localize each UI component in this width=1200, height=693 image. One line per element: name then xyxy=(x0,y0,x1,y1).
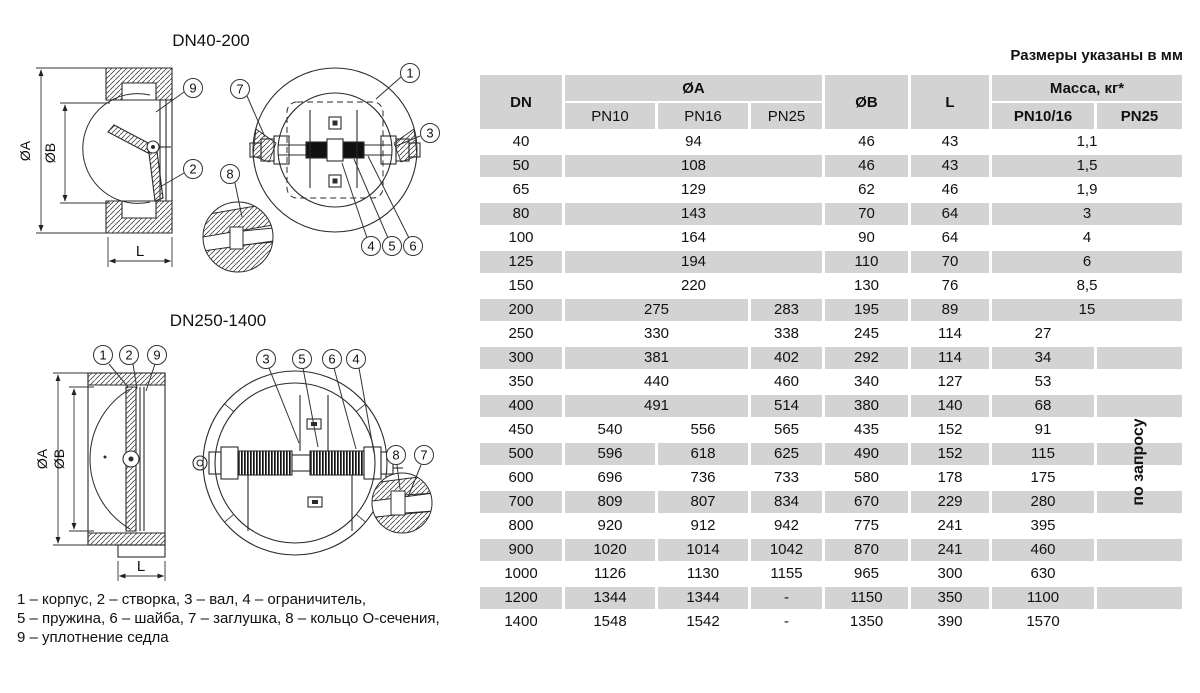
cell-diameter-b: 46 xyxy=(825,155,908,177)
table-row xyxy=(480,395,1182,417)
table-row xyxy=(480,515,1182,537)
cell-length: 127 xyxy=(937,373,963,390)
cell-diameter-a: 381 xyxy=(565,347,748,369)
cell-length: 152 xyxy=(911,443,989,465)
eye-bolt xyxy=(193,456,207,470)
cell-mass xyxy=(1097,371,1182,393)
table-row xyxy=(480,443,1182,465)
lever xyxy=(108,125,152,153)
col-header-mass: Масса, кг* xyxy=(992,75,1182,101)
cell-dn: 450 xyxy=(508,421,534,438)
col-header-pn10: PN10 xyxy=(565,103,655,129)
cell-diameter-a: 194 xyxy=(565,251,822,273)
side-view-dn250 xyxy=(88,373,165,557)
cell-dn: 125 xyxy=(480,251,562,273)
diagram-dn40-200 xyxy=(10,55,460,305)
dim-label-l1: L xyxy=(135,243,145,260)
svg-text:8: 8 xyxy=(226,166,234,182)
legend-line-1: 1 – корпус, 2 – створка, 3 – вал, 4 – ограничитель, xyxy=(17,591,367,608)
cell-dn: 500 xyxy=(480,443,562,465)
cell-dn: 800 xyxy=(508,517,534,534)
cell-mass: 1,9 xyxy=(1076,181,1098,198)
cell-mass: 115 xyxy=(992,443,1094,465)
cell-diameter-a: 440 xyxy=(643,373,670,390)
cell-mass xyxy=(1097,323,1182,345)
cell-diameter-a: 596 xyxy=(565,443,655,465)
front-view-dn250 xyxy=(193,371,403,555)
cell-length: 390 xyxy=(937,613,963,630)
table-row xyxy=(480,347,1182,369)
svg-text:8: 8 xyxy=(392,447,400,463)
cell-diameter-a: 942 xyxy=(773,517,800,534)
cell-mass: 395 xyxy=(1030,517,1056,534)
cell-mass xyxy=(1097,611,1182,633)
svg-text:5: 5 xyxy=(298,351,306,367)
table-row xyxy=(480,299,1182,321)
dim-label-da2: ØA xyxy=(34,448,50,470)
dim-label-l2: L xyxy=(136,558,146,575)
cell-diameter-a: 143 xyxy=(565,203,822,225)
cell-mass xyxy=(1097,515,1182,537)
cell-diameter-a: 809 xyxy=(565,491,655,513)
cell-diameter-a: 807 xyxy=(658,491,748,513)
col-header-a: ØA xyxy=(565,75,822,101)
cell-length: 350 xyxy=(911,587,989,609)
front-view-dn40 xyxy=(250,65,420,232)
oring-detail-d2 xyxy=(372,473,434,535)
cell-diameter-b: 70 xyxy=(825,203,908,225)
cell-diameter-a: 1542 xyxy=(686,613,720,630)
cell-diameter-a: 912 xyxy=(690,517,716,534)
table-header xyxy=(480,75,1182,129)
table-row xyxy=(480,155,1182,177)
cell-dn: 50 xyxy=(480,155,562,177)
table-row xyxy=(480,611,1182,633)
cell-diameter-a: - xyxy=(784,613,789,630)
cell-mass xyxy=(1097,587,1182,609)
cell-length: 178 xyxy=(937,469,963,486)
cell-diameter-a: 618 xyxy=(658,443,748,465)
cell-diameter-b: 130 xyxy=(853,277,880,294)
cell-mass: 175 xyxy=(1030,469,1056,486)
cell-diameter-a: 402 xyxy=(751,347,822,369)
callout-1 xyxy=(376,64,420,100)
cell-diameter-a: 625 xyxy=(751,443,822,465)
cell-diameter-b: 292 xyxy=(825,347,908,369)
cell-dn: 900 xyxy=(480,539,562,561)
table-row xyxy=(480,563,1182,585)
cell-length: 140 xyxy=(911,395,989,417)
cell-diameter-b: 1150 xyxy=(825,587,908,609)
cell-mass: 6 xyxy=(992,251,1182,273)
spring2-left xyxy=(238,451,292,475)
legend-line-2: 5 – пружина, 6 – шайба, 7 – заглушка, 8 – кольцо О-сечения, xyxy=(17,610,440,627)
svg-text:2: 2 xyxy=(125,347,133,363)
cell-length: 89 xyxy=(911,299,989,321)
cell-dn: 400 xyxy=(480,395,562,417)
cell-mass: 91 xyxy=(1034,421,1052,438)
cell-length: 70 xyxy=(911,251,989,273)
spring-right xyxy=(342,142,364,158)
cell-diameter-a: 94 xyxy=(685,133,702,150)
cell-length: 43 xyxy=(941,133,959,150)
svg-text:7: 7 xyxy=(420,447,428,463)
cell-dn: 1400 xyxy=(504,613,538,630)
cell-diameter-a: 220 xyxy=(680,277,707,294)
disc-plate xyxy=(149,151,163,201)
cell-diameter-b: 1350 xyxy=(849,613,884,630)
cell-mass: 280 xyxy=(992,491,1094,513)
dim-label-da1: ØA xyxy=(17,140,33,162)
cell-diameter-a: 1344 xyxy=(658,587,748,609)
table-row xyxy=(480,323,1182,345)
dim-label-db2: ØB xyxy=(51,448,67,470)
cell-diameter-b: 46 xyxy=(858,133,875,150)
cell-mass: 15 xyxy=(992,299,1182,321)
cell-mass: 1,1 xyxy=(1076,133,1098,150)
cell-diameter-a: 1130 xyxy=(686,565,720,582)
cell-diameter-a: 736 xyxy=(690,469,716,486)
cell-diameter-a: 330 xyxy=(643,325,670,342)
cell-diameter-a: 1126 xyxy=(593,565,627,582)
col-header-mass-pn1016: PN10/16 xyxy=(992,103,1094,129)
cell-mass xyxy=(1097,539,1182,561)
cell-diameter-a: 275 xyxy=(565,299,748,321)
cell-diameter-b: 380 xyxy=(825,395,908,417)
cell-mass: 68 xyxy=(992,395,1094,417)
svg-text:9: 9 xyxy=(153,347,161,363)
cell-diameter-a: 108 xyxy=(565,155,822,177)
cell-dn: 1000 xyxy=(504,565,538,582)
diagram2-title: DN250-1400 xyxy=(169,311,267,330)
cell-diameter-a: 920 xyxy=(597,517,623,534)
cell-diameter-a: 1155 xyxy=(770,565,803,582)
dim-label-db1: ØB xyxy=(42,142,58,164)
parts-legend xyxy=(17,590,440,647)
cell-diameter-a: 540 xyxy=(597,421,623,438)
spring-left xyxy=(306,142,328,158)
table-row xyxy=(480,371,1182,393)
table-row xyxy=(480,275,1182,297)
cell-dn: 200 xyxy=(480,299,562,321)
cell-dn: 300 xyxy=(480,347,562,369)
cell-length: 64 xyxy=(911,203,989,225)
cell-diameter-a: 565 xyxy=(773,421,800,438)
table-row xyxy=(480,419,1182,441)
cell-mass: 1570 xyxy=(1026,613,1060,630)
cell-diameter-b: 670 xyxy=(825,491,908,513)
cell-diameter-b: 965 xyxy=(853,565,880,582)
cell-diameter-a: 1020 xyxy=(565,539,655,561)
table-body xyxy=(480,131,1182,633)
cell-mass: 53 xyxy=(1034,373,1052,390)
svg-text:4: 4 xyxy=(367,238,375,254)
cell-length: 43 xyxy=(911,155,989,177)
cell-dn: 100 xyxy=(508,229,534,246)
diagram-dn250-1400 xyxy=(10,335,460,585)
table-row xyxy=(480,131,1182,153)
cell-diameter-b: 195 xyxy=(825,299,908,321)
cell-diameter-b: 110 xyxy=(825,251,908,273)
cell-diameter-a: - xyxy=(751,587,822,609)
cell-mass xyxy=(1097,563,1182,585)
cell-mass: 4 xyxy=(1082,229,1092,246)
diagram1-title: DN40-200 xyxy=(172,31,250,50)
cell-dn: 1200 xyxy=(480,587,562,609)
cell-dn: 250 xyxy=(508,325,534,342)
svg-text:1: 1 xyxy=(99,347,107,363)
col-header-dn: DN xyxy=(480,75,562,129)
cell-diameter-b: 775 xyxy=(853,517,880,534)
callout-7 xyxy=(231,80,266,138)
on-request-label: по запросу xyxy=(1130,418,1147,506)
cell-dn: 80 xyxy=(480,203,562,225)
svg-text:3: 3 xyxy=(262,351,270,367)
cell-length: 241 xyxy=(937,517,963,534)
cell-diameter-b: 245 xyxy=(853,325,880,342)
callout2-3 xyxy=(257,350,300,444)
cell-diameter-b: 435 xyxy=(853,421,880,438)
cell-length: 76 xyxy=(941,277,959,294)
cell-diameter-a: 834 xyxy=(751,491,822,513)
cell-diameter-a: 164 xyxy=(680,229,707,246)
cell-mass: 1100 xyxy=(992,587,1094,609)
cell-diameter-a: 1344 xyxy=(565,587,655,609)
cell-length: 46 xyxy=(941,181,959,198)
svg-text:1: 1 xyxy=(406,65,414,81)
cell-dn: 600 xyxy=(508,469,534,486)
cell-diameter-a: 129 xyxy=(680,181,707,198)
table-row xyxy=(480,587,1182,609)
cell-diameter-b: 90 xyxy=(858,229,875,246)
cell-dn: 65 xyxy=(512,181,530,198)
cell-mass: 27 xyxy=(1034,325,1052,342)
cell-diameter-a: 696 xyxy=(597,469,623,486)
table-row xyxy=(480,539,1182,561)
cell-dn: 40 xyxy=(512,133,530,150)
table-row xyxy=(480,251,1182,273)
cell-diameter-a: 1548 xyxy=(593,613,627,630)
side-view-dn40 xyxy=(83,68,172,233)
svg-text:3: 3 xyxy=(426,125,434,141)
cell-diameter-a: 338 xyxy=(773,325,800,342)
cell-dn: 700 xyxy=(480,491,562,513)
cell-mass xyxy=(1097,395,1182,417)
svg-text:7: 7 xyxy=(236,81,244,97)
cell-length: 64 xyxy=(941,229,959,246)
cell-diameter-b: 490 xyxy=(825,443,908,465)
cell-diameter-b: 340 xyxy=(853,373,880,390)
table-row xyxy=(480,203,1182,225)
svg-text:2: 2 xyxy=(189,161,197,177)
oring-detail-d1 xyxy=(203,202,273,272)
svg-text:4: 4 xyxy=(352,351,360,367)
units-note: Размеры указаны в мм xyxy=(1010,47,1183,64)
cell-diameter-b: 62 xyxy=(858,181,875,198)
cell-length: 241 xyxy=(911,539,989,561)
callout2-5 xyxy=(293,350,319,448)
cell-length: 152 xyxy=(937,421,963,438)
cell-diameter-a: 514 xyxy=(751,395,822,417)
cell-length: 300 xyxy=(937,565,963,582)
cell-diameter-a: 1014 xyxy=(658,539,748,561)
table-row xyxy=(480,227,1182,249)
col-header-mass-pn25: PN25 xyxy=(1097,103,1182,129)
svg-text:6: 6 xyxy=(328,351,336,367)
dimension-lines-d2 xyxy=(53,373,165,581)
cell-diameter-a: 733 xyxy=(773,469,800,486)
spring2-right xyxy=(310,451,364,475)
foot xyxy=(118,545,165,557)
cell-mass: 1,5 xyxy=(992,155,1182,177)
table-row xyxy=(480,491,1182,513)
cell-mass: 630 xyxy=(1030,565,1056,582)
col-header-pn25: PN25 xyxy=(751,103,822,129)
svg-text:6: 6 xyxy=(409,238,417,254)
cell-diameter-a: 1042 xyxy=(751,539,822,561)
table-row xyxy=(480,179,1182,201)
cell-diameter-a: 283 xyxy=(751,299,822,321)
cell-diameter-a: 460 xyxy=(773,373,800,390)
cell-length: 229 xyxy=(911,491,989,513)
col-header-b: ØB xyxy=(825,75,908,129)
cell-dn: 150 xyxy=(508,277,534,294)
cell-dn: 350 xyxy=(508,373,534,390)
cell-diameter-a: 491 xyxy=(565,395,748,417)
svg-text:5: 5 xyxy=(388,238,396,254)
cell-diameter-b: 580 xyxy=(853,469,880,486)
callout2-4 xyxy=(347,350,375,454)
cell-length: 114 xyxy=(938,325,962,342)
col-header-pn16: PN16 xyxy=(658,103,748,129)
cell-mass: 8,5 xyxy=(1076,277,1098,294)
col-header-l: L xyxy=(911,75,989,129)
legend-line-3: 9 – уплотнение седла xyxy=(17,629,169,646)
cell-diameter-b: 870 xyxy=(825,539,908,561)
cell-mass: 3 xyxy=(992,203,1182,225)
cell-mass xyxy=(1097,347,1182,369)
dimensions-table xyxy=(477,73,1185,635)
table-row xyxy=(480,467,1182,489)
cell-length: 114 xyxy=(911,347,989,369)
svg-text:9: 9 xyxy=(189,80,197,96)
cell-mass: 34 xyxy=(992,347,1094,369)
cell-diameter-a: 556 xyxy=(690,421,716,438)
cell-mass: 460 xyxy=(992,539,1094,561)
